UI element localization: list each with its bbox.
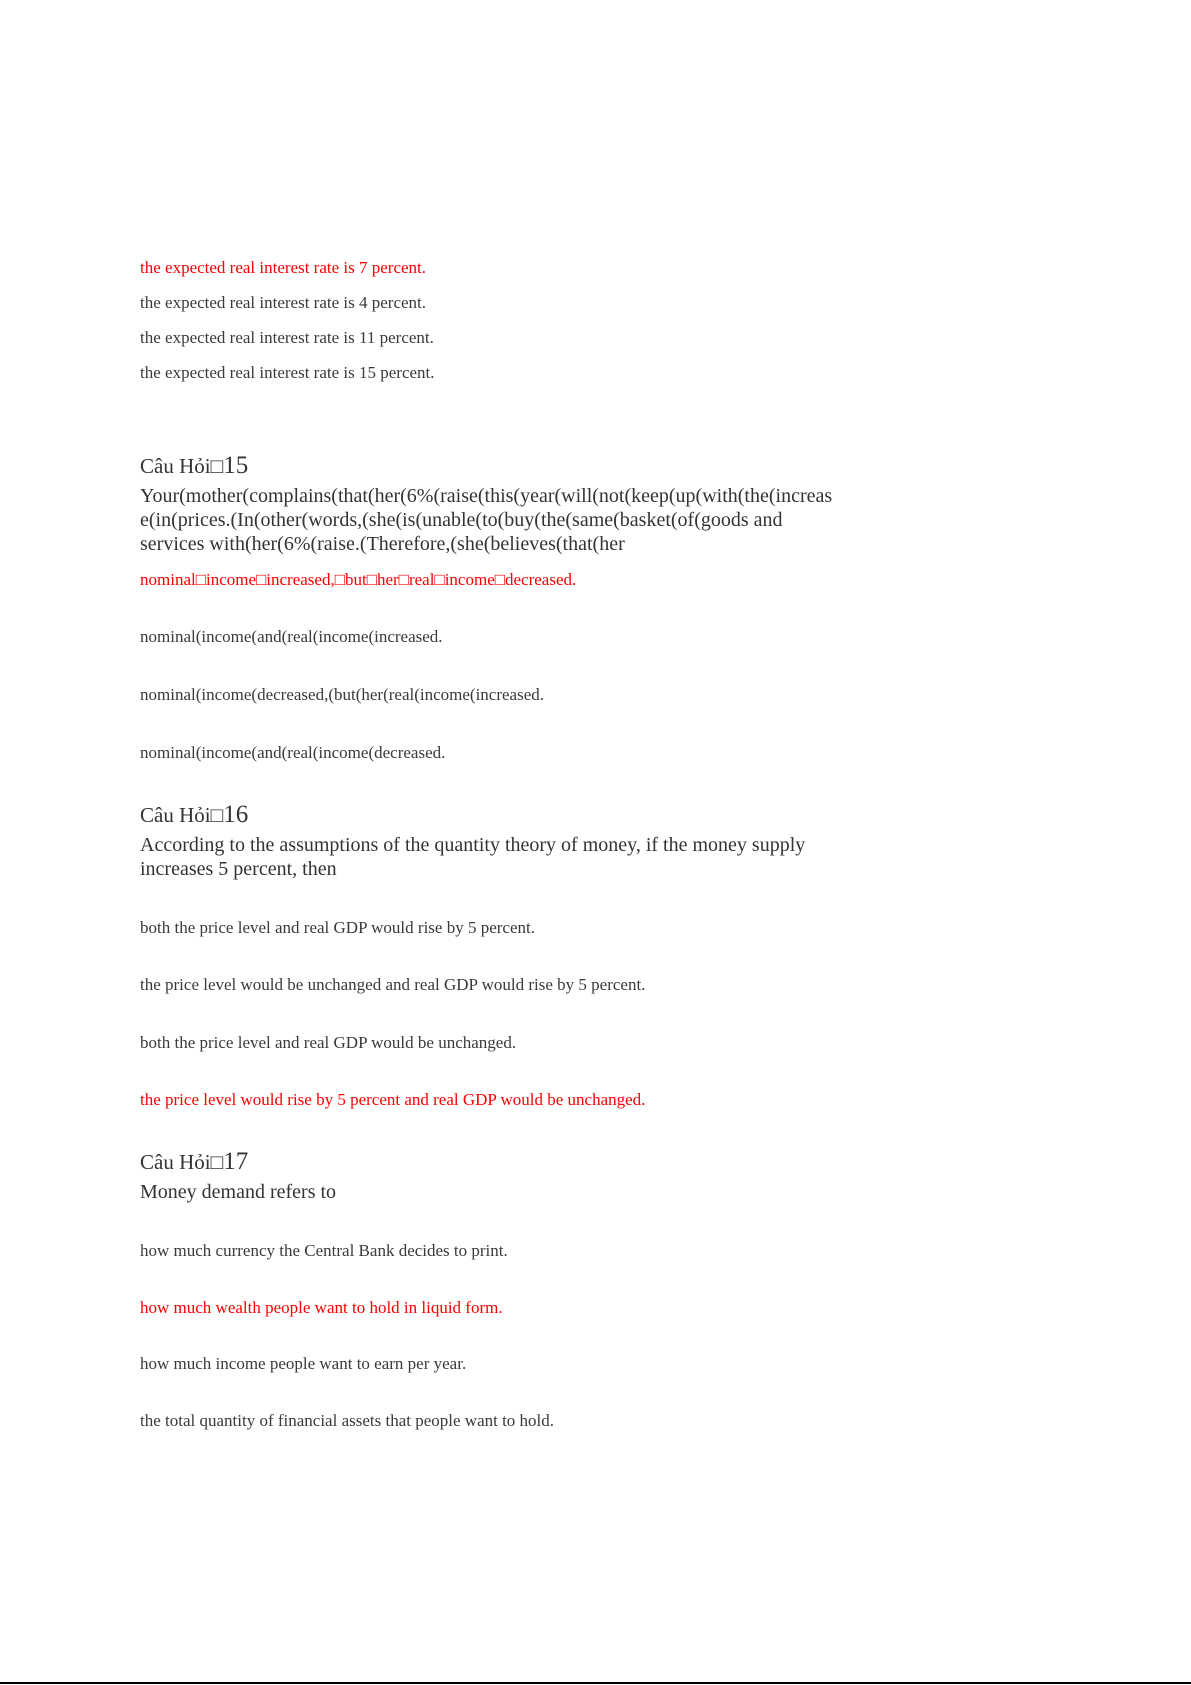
- q17-heading: [140, 1148, 248, 1176]
- q14-option-a[interactable]: the expected real interest rate is 7 percent.: [140, 258, 427, 277]
- q17-label: Câu Hỏi: [140, 1150, 211, 1174]
- q17-text-line: Money demand refers to: [140, 1181, 337, 1203]
- q17-number: 17: [223, 1148, 249, 1175]
- q15-number: 15: [223, 452, 249, 479]
- q16-option-b[interactable]: the price level would be unchanged and real GDP would rise by 5 percent.: [140, 975, 646, 994]
- q14-option-c[interactable]: the expected real interest rate is 11 percent.: [140, 328, 434, 347]
- q17-option-c[interactable]: how much income people want to earn per year.: [140, 1354, 467, 1373]
- q16-box-glyph: □: [210, 803, 224, 827]
- q16-text-line: According to the assumptions of the quantity theory of money, if the money supply: [140, 834, 806, 856]
- q17-option-d[interactable]: the total quantity of financial assets that people want to hold.: [140, 1411, 555, 1430]
- q15-box-glyph: □: [210, 454, 224, 478]
- q14-option-b[interactable]: the expected real interest rate is 4 percent.: [140, 293, 427, 312]
- q16-label: Câu Hỏi: [140, 803, 211, 827]
- q15-option-a[interactable]: nominal□income□increased,□but□her□real□income□decreased.: [140, 570, 577, 589]
- q15-text-line: Your(mother(complains(that(her(6%(raise(this(year(will(not(keep(up(with(the(increas: [140, 485, 833, 507]
- q16-heading: [140, 801, 248, 829]
- q15-heading: [140, 452, 248, 480]
- q17-box-glyph: □: [210, 1150, 224, 1174]
- q15-option-d[interactable]: nominal(income(and(real(income(decreased.: [140, 743, 446, 762]
- q16-question-text: [140, 833, 900, 881]
- q14-option-d[interactable]: the expected real interest rate is 15 percent.: [140, 363, 435, 382]
- q17-option-a[interactable]: how much currency the Central Bank decides to print.: [140, 1241, 508, 1260]
- q16-option-c[interactable]: both the price level and real GDP would be unchanged.: [140, 1033, 517, 1052]
- q16-option-d[interactable]: the price level would rise by 5 percent and real GDP would be unchanged.: [140, 1090, 646, 1109]
- q15-option-c[interactable]: nominal(income(decreased,(but(her(real(income(increased.: [140, 685, 545, 704]
- q15-label: Câu Hỏi: [140, 454, 211, 478]
- q15-text-line: e(in(prices.(In(other(words,(she(is(unable(to(buy(the(same(basket(of(goods and: [140, 509, 783, 531]
- q16-number: 16: [223, 801, 249, 828]
- q16-option-a[interactable]: both the price level and real GDP would rise by 5 percent.: [140, 918, 535, 937]
- q15-text-line: services with(her(6%(raise.(Therefore,(she(believes(that(her: [140, 533, 625, 555]
- q16-text-line: increases 5 percent, then: [140, 858, 337, 880]
- q17-option-b[interactable]: how much wealth people want to hold in liquid form.: [140, 1298, 503, 1317]
- page-bottom-rule: [0, 1682, 1191, 1684]
- q15-question-text: [140, 484, 900, 556]
- q17-question-text: [140, 1180, 900, 1204]
- q15-option-b[interactable]: nominal(income(and(real(income(increased.: [140, 627, 443, 646]
